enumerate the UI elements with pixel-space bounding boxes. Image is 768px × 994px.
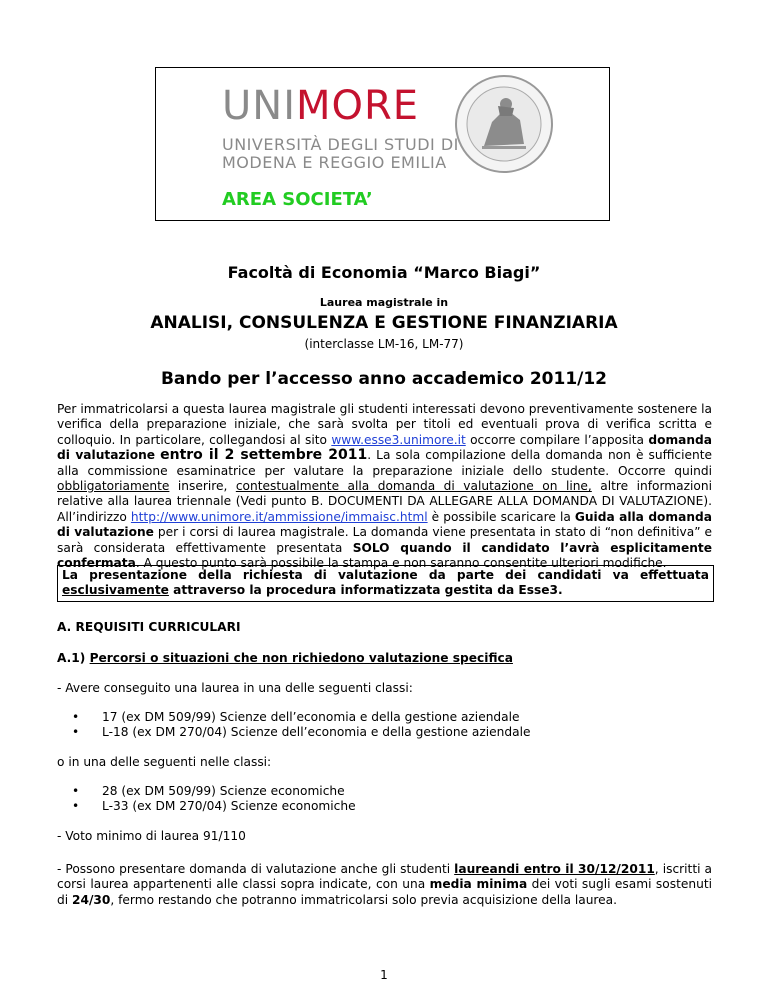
intro-paragraph: Per immatricolarsi a questa laurea magistrale gli studenti interessati devono preventivamente sostenere la verifica della preparazione iniziale, che sarà svolta per titoli ed eventuali prova di verifica scritta e colloquio. In particolare, collegandosi al sito www.esse3.unimore.it occorre compilare l’apposita domanda di valutazione entro il 2 settembre 2011. La sola compilazione della domanda non è sufficiente alla commissione esaminatrice per valutare la preparazione iniziale dello studente. Occorre quindi obbligatoriamente inserire, contestualmente alla domanda di valutazione on line, altre informazioni relative alla laurea triennale (Vedi punto B. DOCUMENTI DA ALLEGARE ALLA DOMANDA DI VALUTAZIONE). All’indirizzo http://www.unimore.it/ammissione/immaisc.html è possibile scaricare la Guida alla domanda di valutazione per i corsi di laurea magistrale. La domanda viene presentata in stato di “non definitiva” e sarà considerata effettivamente presentata SOLO quando il candidato l’avrà esplicitamente confermata. A questo punto sarà possibile la stampa e non saranno consentite ulteriori modifiche. bbox=[57, 402, 713, 571]
area-title: AREA SOCIETA’ bbox=[222, 189, 373, 210]
list-item: 28 (ex DM 509/99) Scienze economiche bbox=[102, 784, 345, 798]
min-grade: - Voto minimo di laurea 91/110 bbox=[57, 829, 246, 843]
university-seal-icon bbox=[454, 74, 554, 174]
laureandi-paragraph: - Possono presentare domanda di valutazione anche gli studenti laureandi entro il 30/12/2011, iscritti a corsi laurea appartenenti alle classi sopra indicate, con una media minima dei voti sugli esami sostenuti di 24/30, fermo restando che potranno immatricolarsi solo previa acquisizione della laurea. bbox=[57, 862, 712, 907]
header-box bbox=[155, 67, 610, 221]
bullet-dot: • bbox=[72, 725, 80, 739]
page-number: 1 bbox=[380, 968, 388, 982]
call-title: Bando per l’accesso anno accademico 2011/12 bbox=[160, 369, 608, 389]
notice-box: La presentazione della richiesta di valutazione da parte dei candidati va effettuata esclusivamente attraverso la procedura informatizzata gestita da Esse3. bbox=[57, 565, 714, 602]
logo-subtitle-line2: MODENA E REGGIO EMILIA bbox=[222, 153, 447, 172]
faculty-title: Facoltà di Economia “Marco Biagi” bbox=[227, 263, 541, 282]
bullet-dot: • bbox=[72, 799, 80, 813]
bullet-dot: • bbox=[72, 784, 80, 798]
section-a-heading: A. REQUISITI CURRICULARI bbox=[57, 620, 241, 634]
classes-intro-1: - Avere conseguito una laurea in una delle seguenti classi: bbox=[57, 681, 413, 695]
classes-intro-2: o in una delle seguenti nelle classi: bbox=[57, 755, 272, 769]
course-title: ANALISI, CONSULENZA E GESTIONE FINANZIARIA bbox=[150, 313, 618, 333]
logo-subtitle-line1: UNIVERSITÀ DEGLI STUDI DI bbox=[222, 135, 459, 154]
interclass-note: (interclasse LM-16, LM-77) bbox=[304, 337, 464, 351]
list-item: L-18 (ex DM 270/04) Scienze dell’economia e della gestione aziendale bbox=[102, 725, 531, 739]
section-a1-heading: A.1) Percorsi o situazioni che non richiedono valutazione specifica bbox=[57, 651, 513, 665]
esse3-link[interactable]: www.esse3.unimore.it bbox=[331, 432, 466, 447]
unimore-logo: UNIMORE bbox=[222, 83, 420, 129]
immaisc-link[interactable]: http://www.unimore.it/ammissione/immaisc.html bbox=[130, 509, 428, 524]
degree-label: Laurea magistrale in bbox=[319, 296, 449, 309]
list-item: L-33 (ex DM 270/04) Scienze economiche bbox=[102, 799, 356, 813]
list-item: 17 (ex DM 509/99) Scienze dell’economia e della gestione aziendale bbox=[102, 710, 520, 724]
bullet-dot: • bbox=[72, 710, 80, 724]
